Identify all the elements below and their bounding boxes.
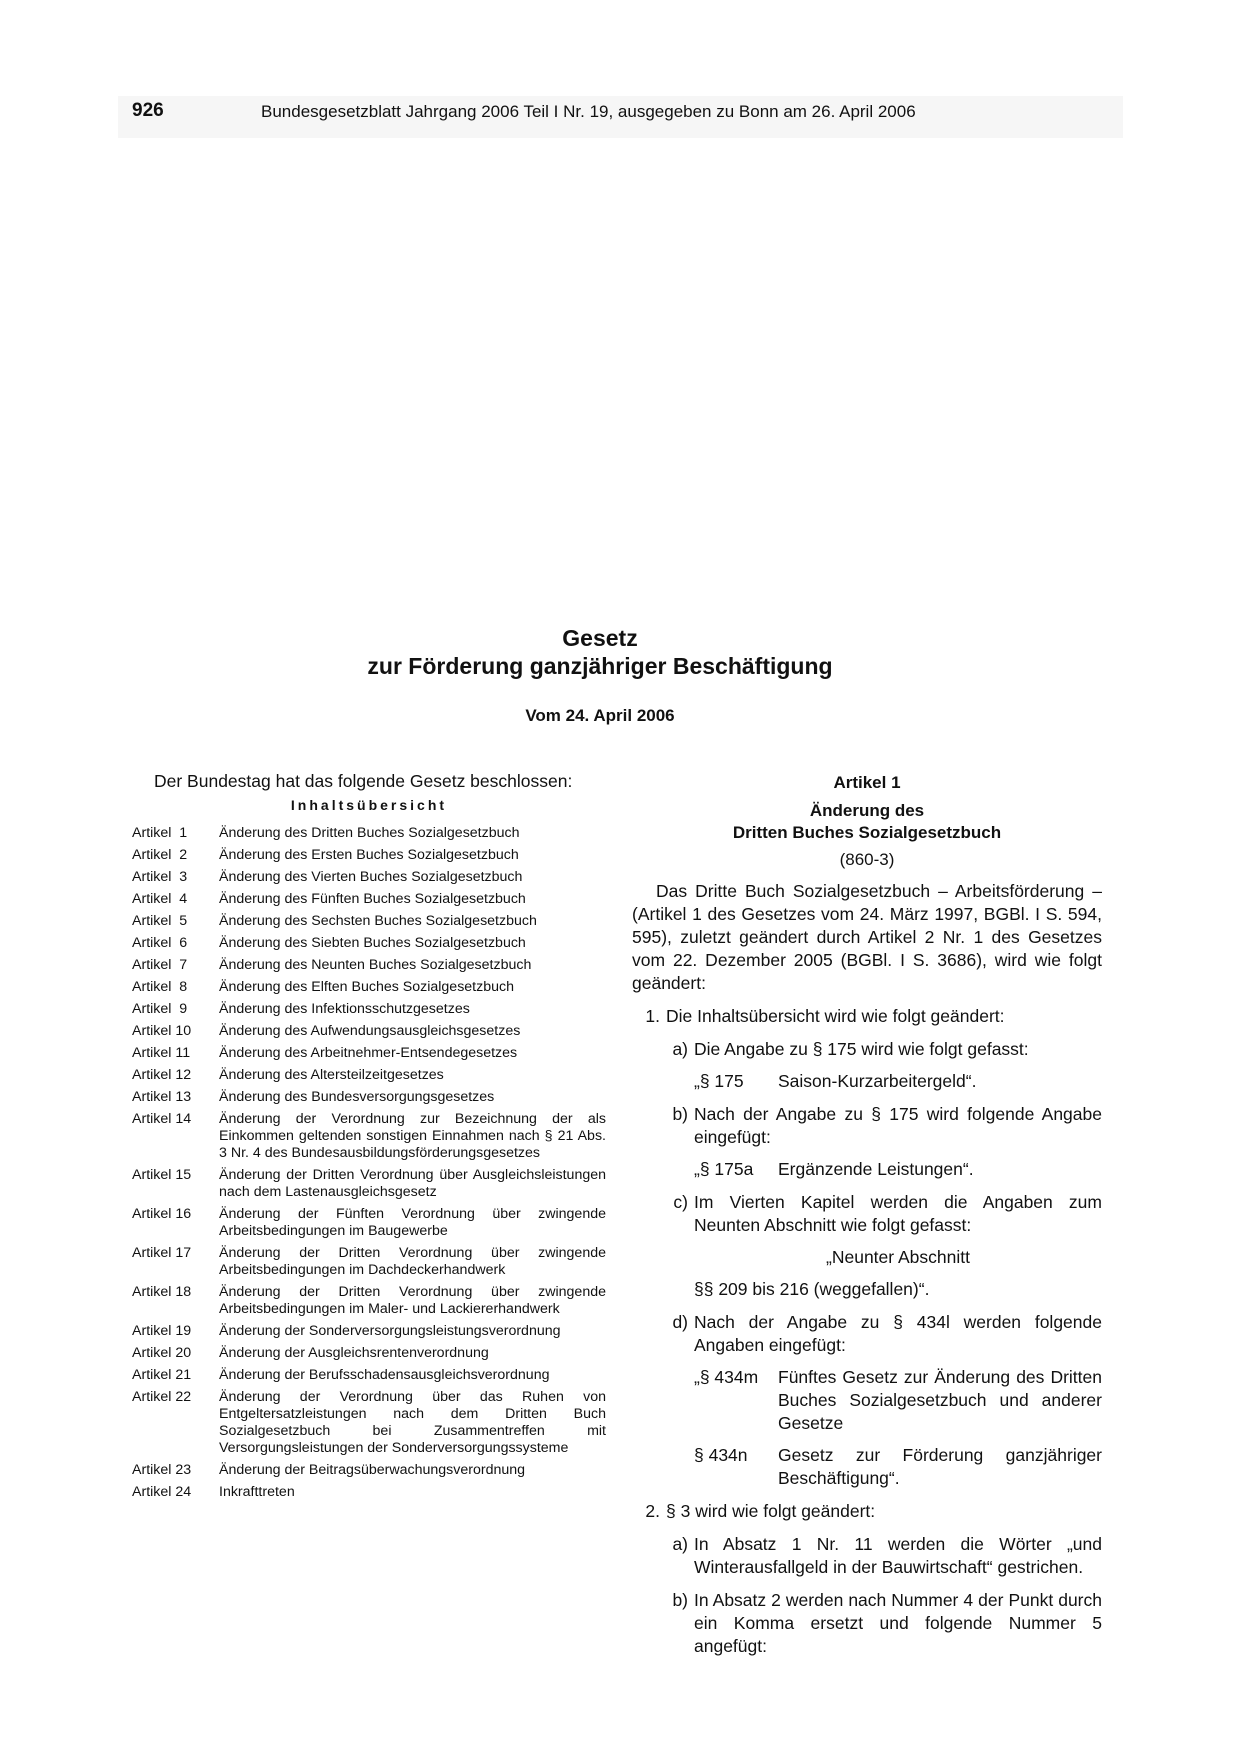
- toc-article-title: Änderung der Verordnung zur Bezeichnung der als Einkommen geltenden sonstigen Einnahmen nach § 21 Abs. 3 Nr. 4 des Bundesausbildungsförderungsgesetzes: [219, 1111, 606, 1161]
- toc-row: [132, 847, 606, 864]
- toc-row: [132, 1023, 606, 1040]
- toc-article-number: Artikel 17: [132, 1245, 192, 1261]
- list-item-text: In Absatz 2 werden nach Nummer 4 der Punkt durch ein Komma ersetzt und folgende Nummer 5 angefügt:: [694, 1590, 1102, 1656]
- quoted-section-text: Gesetz zur Förderung ganzjähriger Beschäftigung“.: [778, 1445, 1102, 1488]
- list-item-1c: [632, 1191, 1102, 1237]
- list-item-text: Die Inhaltsübersicht wird wie folgt geändert:: [666, 1006, 1005, 1026]
- toc-article-title: Änderung der Sonderversorgungsleistungsverordnung: [219, 1323, 561, 1339]
- toc-article-number: Artikel 11: [132, 1045, 191, 1061]
- toc-article-title: Änderung des Bundesversorgungsgesetzes: [219, 1089, 495, 1105]
- page-number: 926: [132, 100, 164, 121]
- toc-article-number: Artikel 14: [132, 1111, 192, 1127]
- quoted-section-number: „§ 175: [694, 1071, 744, 1091]
- toc-row: [132, 1389, 606, 1457]
- list-marker: 2.: [645, 1501, 660, 1521]
- toc-article-title: Änderung der Dritten Verordnung über zwingende Arbeitsbedingungen im Maler- und Lackiererhandwerk: [219, 1284, 606, 1317]
- toc-article-title: Inkrafttreten: [219, 1484, 295, 1500]
- list-marker: b): [672, 1590, 688, 1610]
- list-marker: d): [672, 1312, 688, 1332]
- toc-article-title: Änderung der Berufsschadensausgleichsverordnung: [219, 1367, 550, 1383]
- toc-row: [132, 1284, 606, 1318]
- toc-article-number: Artikel 7: [132, 957, 188, 973]
- article-code: (860-3): [839, 850, 895, 869]
- list-marker: c): [673, 1192, 688, 1212]
- list-marker: 1.: [645, 1006, 660, 1026]
- quoted-entry: [632, 1070, 1102, 1093]
- toc-article-number: Artikel 20: [132, 1345, 192, 1361]
- toc-article-number: Artikel 15: [132, 1167, 192, 1183]
- quoted-heading: „Neunter Abschnitt: [826, 1247, 970, 1267]
- article-title-line1: Änderung des: [809, 801, 925, 820]
- running-head: Bundesgesetzblatt Jahrgang 2006 Teil I Nr. 19, ausgegeben zu Bonn am 26. April 2006: [261, 102, 916, 121]
- toc-article-number: Artikel 16: [132, 1206, 192, 1222]
- right-column: [632, 772, 1102, 1658]
- list-item-2b: [632, 1589, 1102, 1658]
- quoted-section-text: Fünftes Gesetz zur Änderung des Dritten Buches Sozialgesetzbuch und anderer Gesetze: [778, 1367, 1102, 1433]
- toc-row: [132, 1345, 606, 1362]
- toc-row: [132, 1067, 606, 1084]
- list-marker: a): [672, 1534, 688, 1554]
- article-intro: Das Dritte Buch Sozialgesetzbuch – Arbeitsförderung – (Artikel 1 des Gesetzes vom 24. März 1997, BGBl. I S. 594, 595), zuletzt geändert durch Artikel 2 Nr. 1 des Gesetzes vom 22. Dezember 2005 (BGBl. I S. 3686), wird wie folgt geändert:: [632, 881, 1102, 993]
- list-item-1a: [632, 1038, 1102, 1061]
- preamble: Der Bundestag hat das folgende Gesetz beschlossen:: [154, 771, 573, 791]
- toc-article-title: Änderung des Fünften Buches Sozialgesetzbuch: [219, 891, 526, 907]
- list-item-text: Im Vierten Kapitel werden die Angaben zum Neunten Abschnitt wie folgt gefasst:: [694, 1192, 1102, 1235]
- law-date: Vom 24. April 2006: [525, 706, 675, 725]
- toc-article-title: Änderung der Verordnung über das Ruhen von Entgeltersatzleistungen nach dem Dritten Buch Sozialgesetzbuch bei Zusammentreffen mit Versorgungsleistungen der Sonderversorgungssysteme: [219, 1389, 606, 1456]
- toc-row: [132, 869, 606, 886]
- law-title-line1: Gesetz: [562, 625, 638, 651]
- toc-article-number: Artikel 1: [132, 825, 188, 841]
- toc-article-title: Änderung des Vierten Buches Sozialgesetzbuch: [219, 869, 523, 885]
- toc-article-title: Änderung des Aufwendungsausgleichsgesetzes: [219, 1023, 521, 1039]
- toc-article-title: Änderung des Sechsten Buches Sozialgesetzbuch: [219, 913, 537, 929]
- toc-article-number: Artikel 13: [132, 1089, 192, 1105]
- toc-article-number: Artikel 22: [132, 1389, 192, 1405]
- toc-row: [132, 913, 606, 930]
- list-item-1b: [632, 1103, 1102, 1149]
- toc-row: [132, 825, 606, 842]
- toc-row: [132, 891, 606, 908]
- toc-article-title: Änderung der Beitragsüberwachungsverordnung: [219, 1462, 526, 1478]
- toc-row: [132, 1323, 606, 1340]
- list-item-text: Die Angabe zu § 175 wird wie folgt gefasst:: [694, 1039, 1029, 1059]
- toc-article-number: Artikel 24: [132, 1484, 192, 1500]
- list-marker: a): [672, 1039, 688, 1059]
- toc-article-number: Artikel 10: [132, 1023, 192, 1039]
- toc-row: [132, 1001, 606, 1018]
- toc-article-title: Änderung der Dritten Verordnung über Ausgleichsleistungen nach dem Lastenausgleichsgesetz: [219, 1167, 606, 1200]
- toc-row: [132, 1367, 606, 1384]
- list-item-1: [632, 1005, 1102, 1028]
- toc-row: [132, 1111, 606, 1162]
- toc-article-number: Artikel 23: [132, 1462, 192, 1478]
- toc-row: [132, 979, 606, 996]
- toc-article-number: Artikel 4: [132, 891, 188, 907]
- toc-article-title: Änderung des Altersteilzeitgesetzes: [219, 1067, 444, 1083]
- quoted-section-text: Saison-Kurzarbeitergeld“.: [778, 1071, 977, 1091]
- list-item-text: § 3 wird wie folgt geändert:: [666, 1501, 876, 1521]
- toc-article-title: Änderung des Neunten Buches Sozialgesetzbuch: [219, 957, 532, 973]
- toc-article-title: Änderung der Fünften Verordnung über zwingende Arbeitsbedingungen im Baugewerbe: [219, 1206, 606, 1239]
- list-marker: b): [672, 1104, 688, 1124]
- quoted-entry: §§ 209 bis 216 (weggefallen)“.: [694, 1279, 930, 1299]
- law-title-line2: zur Förderung ganzjähriger Beschäftigung: [367, 653, 833, 679]
- toc-article-number: Artikel 19: [132, 1323, 192, 1339]
- toc-row: [132, 1045, 606, 1062]
- toc-article-title: Änderung des Dritten Buches Sozialgesetzbuch: [219, 825, 520, 841]
- toc-article-title: Änderung der Dritten Verordnung über zwingende Arbeitsbedingungen im Dachdeckerhandwerk: [219, 1245, 606, 1278]
- toc-article-title: Änderung des Ersten Buches Sozialgesetzbuch: [219, 847, 519, 863]
- toc-article-number: Artikel 9: [132, 1001, 188, 1017]
- toc-row: [132, 1167, 606, 1201]
- toc-article-number: Artikel 12: [132, 1067, 192, 1083]
- toc-row: [132, 1206, 606, 1240]
- toc-article-title: Änderung des Siebten Buches Sozialgesetzbuch: [219, 935, 526, 951]
- toc-article-title: Änderung des Elften Buches Sozialgesetzbuch: [219, 979, 514, 995]
- toc-article-title: Änderung des Arbeitnehmer-Entsendegesetzes: [219, 1045, 518, 1061]
- quoted-section-number: „§ 175a: [694, 1159, 754, 1179]
- toc-article-number: Artikel 6: [132, 935, 188, 951]
- quoted-entry: [632, 1366, 1102, 1435]
- list-item-2a: [632, 1533, 1102, 1579]
- quoted-entry: [632, 1158, 1102, 1181]
- list-item-text: Nach der Angabe zu § 175 wird folgende Angabe eingefügt:: [694, 1104, 1102, 1147]
- quoted-section-number: „§ 434m: [694, 1367, 759, 1387]
- list-item-text: Nach der Angabe zu § 434l werden folgende Angaben eingefügt:: [694, 1312, 1102, 1355]
- toc-article-number: Artikel 21: [132, 1367, 192, 1383]
- left-column: [132, 770, 606, 1506]
- toc-row: [132, 957, 606, 974]
- quoted-entry: [632, 1444, 1102, 1490]
- toc-row: [132, 1484, 606, 1501]
- toc-list: [132, 825, 606, 1501]
- toc-article-number: Artikel 2: [132, 847, 188, 863]
- list-item-text: In Absatz 1 Nr. 11 werden die Wörter „und Winterausfallgeld in der Bauwirtschaft“ gestrichen.: [694, 1534, 1102, 1577]
- toc-article-number: Artikel 3: [132, 869, 188, 885]
- quoted-section-number: § 434n: [694, 1445, 748, 1465]
- article-heading: Artikel 1: [833, 773, 901, 792]
- toc-article-title: Änderung der Ausgleichsrentenverordnung: [219, 1345, 489, 1361]
- toc-article-number: Artikel 18: [132, 1284, 192, 1300]
- toc-article-number: Artikel 5: [132, 913, 188, 929]
- toc-article-title: Änderung des Infektionsschutzgesetzes: [219, 1001, 470, 1017]
- toc-row: [132, 1245, 606, 1279]
- toc-row: [132, 1089, 606, 1106]
- toc-article-number: Artikel 8: [132, 979, 188, 995]
- toc-row: [132, 935, 606, 952]
- toc-row: [132, 1462, 606, 1479]
- list-item-2: [632, 1500, 1102, 1523]
- toc-heading: Inhaltsübersicht: [290, 797, 448, 813]
- list-item-1d: [632, 1311, 1102, 1357]
- quoted-section-text: Ergänzende Leistungen“.: [778, 1159, 974, 1179]
- title-block: [300, 624, 900, 726]
- article-title-line2: Dritten Buches Sozialgesetzbuch: [732, 823, 1002, 842]
